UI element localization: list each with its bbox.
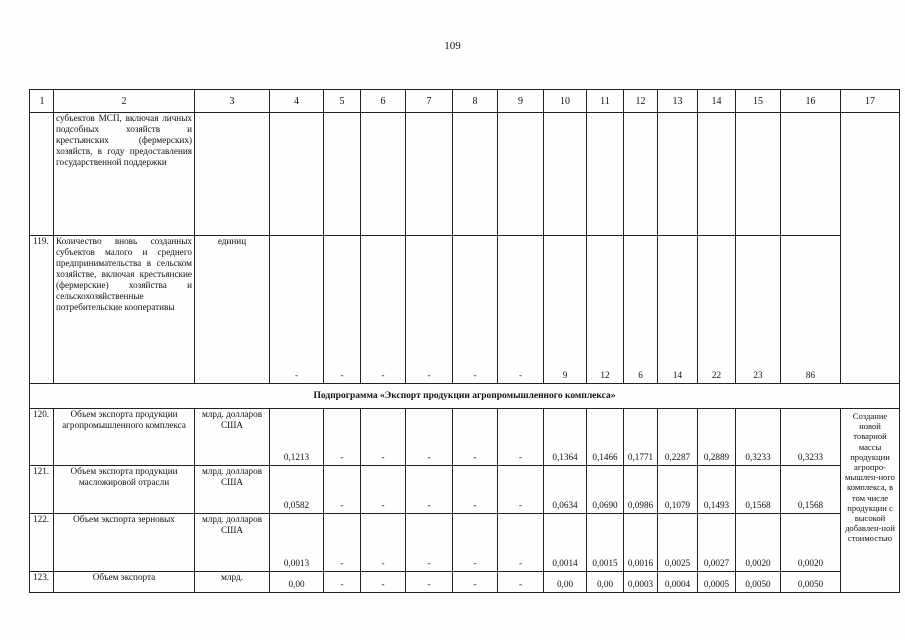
table-row	[30, 466, 900, 514]
column-header: 5	[324, 90, 361, 113]
column-header: 8	[453, 90, 498, 113]
value-cell: 0,0004	[658, 572, 698, 593]
column-header: 17	[841, 90, 900, 113]
value-cell: -	[453, 572, 498, 593]
value-cell: -	[498, 236, 544, 384]
page-number: 109	[444, 40, 461, 52]
value-cell: -	[361, 409, 406, 466]
column-header: 13	[658, 90, 698, 113]
value-cell: 0,0013	[270, 514, 324, 572]
value-cell: 23	[736, 236, 781, 384]
row-number: 122.	[30, 514, 54, 572]
value-cell: -	[498, 572, 544, 593]
value-cell: 0,0020	[781, 514, 841, 572]
column-header: 2	[54, 90, 195, 113]
value-cell: -	[324, 466, 361, 514]
value-cell: 0,1771	[624, 409, 658, 466]
value-cell: -	[453, 236, 498, 384]
value-cell: 0,0020	[736, 514, 781, 572]
value-cell: -	[453, 409, 498, 466]
column-header: 11	[587, 90, 624, 113]
value-cell: 0,1213	[270, 409, 324, 466]
column-header: 10	[544, 90, 587, 113]
column-header: 1	[30, 90, 54, 113]
value-cell: 0,0015	[587, 514, 624, 572]
column-header: 16	[781, 90, 841, 113]
table-row	[30, 514, 900, 572]
indicator-name: субъектов МСП, включая личных подсобных хозяйств и крестьянских (фермерских) хозяйств, в году предоставления государственной поддержки	[54, 113, 195, 236]
value-cell: -	[406, 466, 453, 514]
value-cell: 0,3233	[736, 409, 781, 466]
value-cell: -	[324, 572, 361, 593]
value-cell: 0,0986	[624, 466, 658, 514]
value-cell: -	[453, 466, 498, 514]
value-cell: -	[361, 466, 406, 514]
subprogram-title: Подпрограмма «Экспорт продукции агропромышленного комплекса»	[30, 384, 900, 409]
value-cell: -	[453, 514, 498, 572]
unit: млрд. долларов США	[195, 409, 270, 466]
row-number: 120.	[30, 409, 54, 466]
value-cell: 0,1364	[544, 409, 587, 466]
value-cell: 0,0005	[698, 572, 736, 593]
value-cell: -	[324, 514, 361, 572]
value-cell: -	[498, 466, 544, 514]
value-cell: 0,0634	[544, 466, 587, 514]
column-header: 4	[270, 90, 324, 113]
value-cell: 0,0690	[587, 466, 624, 514]
indicator-name: Объем экспорта продукции масложировой отрасли	[54, 466, 195, 514]
value-cell: 0,00	[544, 572, 587, 593]
unit: единиц	[195, 236, 270, 384]
value-cell: -	[498, 514, 544, 572]
indicator-name: Объем экспорта продукции агропромышленного комплекса	[54, 409, 195, 466]
value-cell: 6	[624, 236, 658, 384]
value-cell: 0,2889	[698, 409, 736, 466]
value-cell: 0,0025	[658, 514, 698, 572]
value-cell: -	[406, 572, 453, 593]
value-cell: -	[361, 236, 406, 384]
value-cell: 0,1466	[587, 409, 624, 466]
column-header: 6	[361, 90, 406, 113]
table-row	[30, 572, 900, 593]
value-cell: 0,00	[270, 572, 324, 593]
row-number: 123.	[30, 572, 54, 593]
value-cell: 12	[587, 236, 624, 384]
value-cell: -	[361, 572, 406, 593]
unit: млрд.	[195, 572, 270, 593]
value-cell: -	[498, 409, 544, 466]
table-row	[30, 409, 900, 466]
note-text: Создание новой товарной массы продукции агропро-мышлен-ного комплекса, в том числе продукции с высокой добавлен-ной стоимостью	[841, 409, 900, 593]
table-row	[30, 236, 900, 384]
note-cell	[841, 113, 900, 384]
value-cell: -	[324, 409, 361, 466]
row-number: 121.	[30, 466, 54, 514]
table-row	[30, 113, 900, 236]
column-header: 12	[624, 90, 658, 113]
value-cell: -	[270, 236, 324, 384]
value-cell: 0,00	[587, 572, 624, 593]
column-header: 3	[195, 90, 270, 113]
value-cell: 0,1568	[781, 466, 841, 514]
value-cell: 0,0016	[624, 514, 658, 572]
value-cell: 0,1079	[658, 466, 698, 514]
value-cell: -	[406, 514, 453, 572]
value-cell: -	[324, 236, 361, 384]
value-cell: 0,0027	[698, 514, 736, 572]
value-cell: 0,1568	[736, 466, 781, 514]
value-cell: 0,0582	[270, 466, 324, 514]
value-cell: 0,1493	[698, 466, 736, 514]
value-cell: -	[361, 514, 406, 572]
value-cell: 22	[698, 236, 736, 384]
value-cell: 14	[658, 236, 698, 384]
indicator-name: Количество вновь созданных субъектов малого и среднего предпринимательства в сельском хозяйстве, включая крестьянские (фермерские) хозяйства и сельскохозяйственные потребительские кооперативы	[54, 236, 195, 384]
unit: млрд. долларов США	[195, 514, 270, 572]
value-cell: 86	[781, 236, 841, 384]
column-header: 14	[698, 90, 736, 113]
indicator-name: Объем экспорта зерновых	[54, 514, 195, 572]
value-cell: 0,0003	[624, 572, 658, 593]
value-cell: 0,0050	[781, 572, 841, 593]
value-cell: 0,2287	[658, 409, 698, 466]
unit: млрд. долларов США	[195, 466, 270, 514]
column-header: 7	[406, 90, 453, 113]
value-cell: 9	[544, 236, 587, 384]
value-cell: 0,0050	[736, 572, 781, 593]
value-cell: -	[406, 236, 453, 384]
value-cell: -	[406, 409, 453, 466]
indicator-name: Объем экспорта	[54, 572, 195, 593]
subprogram-row	[30, 384, 900, 409]
indicator-table	[29, 89, 900, 593]
column-number-row	[30, 90, 900, 113]
column-header: 15	[736, 90, 781, 113]
value-cell: 0,3233	[781, 409, 841, 466]
row-number: 119.	[30, 236, 54, 384]
value-cell: 0,0014	[544, 514, 587, 572]
column-header: 9	[498, 90, 544, 113]
